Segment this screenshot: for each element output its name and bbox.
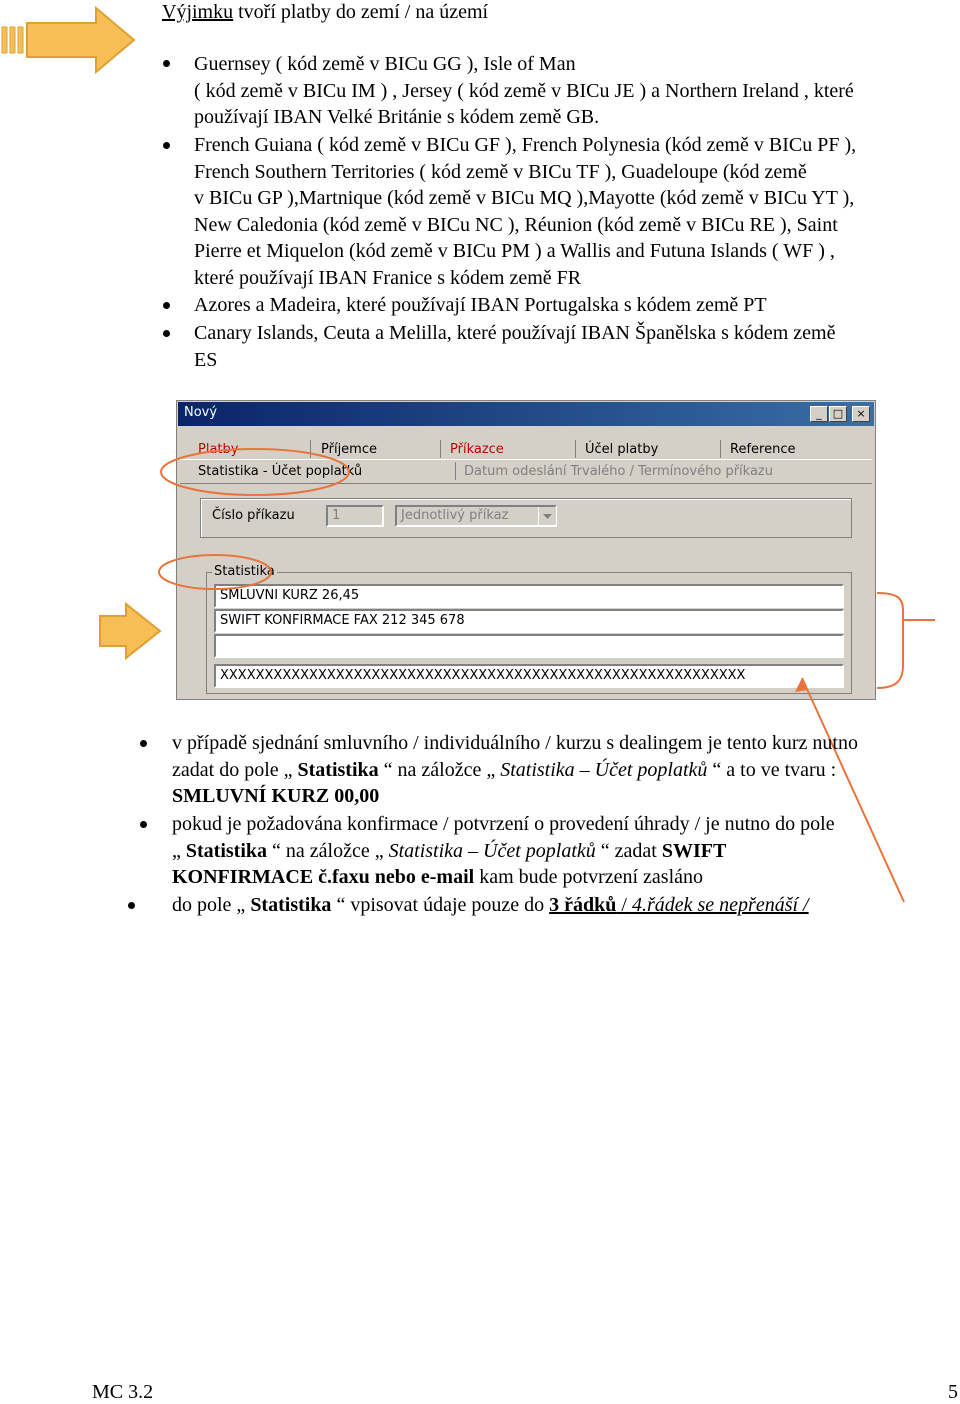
text-italic: Statistika – Účet poplatků bbox=[388, 839, 596, 862]
list-line: které používají IBAN Franice s kódem země FR bbox=[194, 266, 582, 289]
right-arrow-icon bbox=[96, 600, 166, 662]
text: do pole „ bbox=[172, 894, 251, 916]
text: “ na záložce „ bbox=[378, 758, 501, 781]
list-line: používají IBAN Velké Británie s kódem země GB. bbox=[194, 106, 600, 129]
tab-separator bbox=[440, 440, 441, 458]
tab-separator bbox=[720, 440, 721, 458]
bullet bbox=[163, 302, 170, 309]
dialog-title-bar[interactable] bbox=[178, 402, 874, 426]
list-line: French Guiana ( kód země v BICu GF ), French Polynesia (kód země v BICu PF ), bbox=[194, 134, 857, 156]
statistika-line-1[interactable]: SMLUVNI KURZ 26,45 bbox=[214, 584, 844, 608]
bullet bbox=[163, 60, 170, 67]
list-line: ES bbox=[194, 348, 218, 371]
text-bold: SWIFT bbox=[661, 839, 727, 862]
text: „ bbox=[172, 839, 186, 862]
list-line: Pierre et Miquelon (kód země v BICu PM ) a Wallis and Futuna Islands ( WF ) , bbox=[194, 240, 835, 263]
heading bbox=[162, 0, 488, 24]
tab-reference[interactable]: Reference bbox=[730, 442, 796, 457]
list-line: Guernsey ( kód země v BICu GG ), Isle of Man bbox=[194, 53, 576, 75]
list-item-konfirmace bbox=[172, 811, 960, 891]
tab-platby[interactable]: Platby bbox=[198, 442, 239, 457]
cislo-prikazu-label: Číslo příkazu bbox=[212, 508, 295, 523]
text: “ na záložce „ bbox=[267, 839, 389, 862]
statistika-line-3[interactable] bbox=[214, 634, 844, 658]
list-item-french-territories bbox=[194, 132, 960, 292]
bullet bbox=[140, 740, 147, 747]
text-bold: KONFIRMACE č.faxu nebo e-mail bbox=[172, 866, 475, 889]
cislo-prikazu-field[interactable]: 1 bbox=[326, 505, 384, 527]
bullet bbox=[140, 821, 147, 828]
right-arrow-icon bbox=[0, 0, 140, 75]
text-bold-underline: 3 řádků bbox=[549, 894, 617, 916]
bullet bbox=[163, 330, 170, 337]
bullet bbox=[128, 902, 135, 909]
tab-ucel-platby[interactable]: Účel platby bbox=[585, 442, 659, 457]
list-line: Azores a Madeira, které používají IBAN Portugalska s kódem země PT bbox=[194, 294, 767, 316]
list-line: Canary Islands, Ceuta a Melilla, které používají IBAN Španělska s kódem země bbox=[194, 322, 836, 344]
text: “ a to ve tvaru : bbox=[707, 758, 837, 781]
list-item-tri-radky bbox=[172, 892, 960, 919]
tab-prijemce[interactable]: Příjemce bbox=[321, 442, 377, 457]
list-item-canary bbox=[194, 320, 960, 373]
statistika-group-label: Statistika bbox=[214, 564, 275, 579]
footer-left: MC 3.2 bbox=[92, 1381, 154, 1403]
tab-prikazce[interactable]: Příkazce bbox=[450, 442, 504, 457]
list-line: SMLUVNÍ KURZ 00,00 bbox=[172, 785, 380, 808]
list-item-smluvni-kurz bbox=[172, 730, 960, 810]
page-number: 5 bbox=[948, 1381, 958, 1403]
highlight-ellipse-group bbox=[155, 552, 275, 592]
text-bold: Statistika bbox=[297, 758, 379, 781]
statistika-line-4[interactable]: XXXXXXXXXXXXXXXXXXXXXXXXXXXXXXXXXXXXXXXXXXXXXXXXXXXXXXXXXXX bbox=[214, 664, 844, 688]
prikaz-type-select[interactable]: Jednotlivý příkaz bbox=[395, 505, 557, 527]
text-bold: Statistika bbox=[185, 839, 268, 862]
maximize-button[interactable]: □ bbox=[829, 406, 847, 422]
list-line bbox=[172, 838, 960, 865]
statistika-line-2[interactable]: SWIFT KONFIRMACE FAX 212 345 678 bbox=[214, 609, 844, 633]
list-line: French Southern Territories ( kód země v BICu TF ), Guadeloupe (kód země bbox=[194, 160, 807, 183]
tab-separator bbox=[575, 440, 576, 458]
list-line: pokud je požadována konfirmace / potvrzení o provedení úhrady / je nutno do pole bbox=[172, 813, 835, 835]
dialog-title: Nový bbox=[184, 405, 218, 420]
list-item-guernsey bbox=[194, 51, 960, 131]
text: “ vpisovat údaje pouze do bbox=[331, 894, 550, 916]
highlight-ellipse-tab bbox=[155, 445, 355, 500]
text: kam bude potvrzení zasláno bbox=[474, 866, 704, 889]
list-line: ( kód země v BICu IM ) , Jersey ( kód země v BICu JE ) a Northern Ireland , které bbox=[194, 79, 854, 102]
tab-statistika-ucet-poplatku[interactable]: Statistika - Účet poplatků bbox=[198, 464, 363, 479]
list-line: v BICu GP ),Martnique (kód země v BICu MQ ),Mayotte (kód země v BICu YT ), bbox=[194, 187, 855, 210]
text-underline: / bbox=[616, 894, 632, 916]
bullet bbox=[163, 142, 170, 149]
text: “ zadat bbox=[595, 839, 662, 862]
list-line: New Caledonia (kód země v BICu NC ), Réunion (kód země v BICu RE ), Saint bbox=[194, 213, 838, 236]
list-line bbox=[172, 864, 960, 891]
heading-rest: tvoří platby do zemí / na území bbox=[233, 1, 489, 23]
heading-underlined: Výjimku bbox=[162, 1, 234, 23]
text-italic-underline: 4.řádek se nepřenáší / bbox=[631, 894, 809, 916]
text-bold: Statistika bbox=[250, 894, 332, 916]
tab-datum-odeslani[interactable]: Datum odeslání Trvalého / Termínového příkazu bbox=[464, 464, 773, 479]
minimize-button[interactable]: _ bbox=[810, 406, 828, 422]
text: zadat do pole „ bbox=[172, 758, 298, 781]
list-item-azores bbox=[194, 292, 960, 319]
list-line bbox=[172, 757, 960, 784]
text-italic: Statistika – Účet poplatků bbox=[500, 758, 708, 781]
list-line: v případě sjednání smluvního / individuálního / kurzu s dealingem je tento kurz nutno bbox=[172, 732, 858, 754]
close-button[interactable]: × bbox=[852, 406, 870, 422]
chevron-down-icon[interactable] bbox=[538, 507, 556, 525]
tab-separator bbox=[455, 462, 456, 480]
